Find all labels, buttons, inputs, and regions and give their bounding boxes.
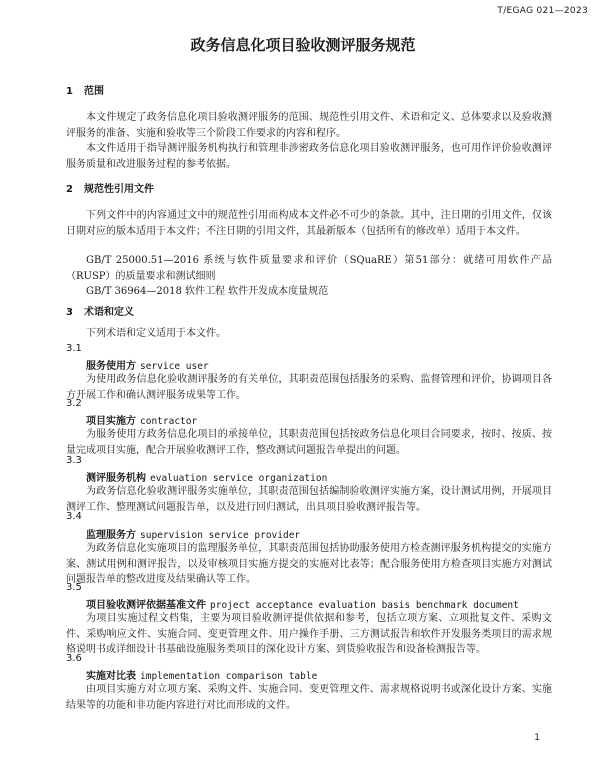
term-english: contractor [140,416,198,427]
section-title: 范围 [84,86,104,97]
scope-paragraph: 本文件适用于指导测评服务机构执行和管理非涉密政务信息化项目验收测评服务，也可用作评价验收测评服务质量和改进服务过程的参考依据。 [66,143,552,170]
term-english: evaluation service organization [150,473,328,484]
terms-intro: 下列术语和定义适用于本文件。 [86,328,226,339]
term-number: 3.2 [66,398,82,409]
term-chinese: 项目实施方 [86,416,136,427]
reference-entry: GB/T 36964—2018 软件工程 软件开发成本度量规范 [86,286,329,297]
term-chinese: 监理服务方 [86,530,136,541]
references-paragraph: 下列文件中的内容通过文中的规范性引用而构成本文件必不可少的条款。其中，注日期的引用文件，仅该日期对应的版本适用于本文件；不注日期的引用文件，其最新版本（包括所有的修改单）适用于本文件。 [66,210,552,237]
term-chinese: 项目验收测评依据基准文件 [86,600,206,611]
section-title: 术语和定义 [84,307,134,318]
term-heading [86,596,519,611]
term-number: 3.3 [66,455,82,466]
term-number: 3.1 [66,343,82,354]
term-definition: 为使用政务信息化验收测评服务的有关单位，其职责范围包括服务的采购、监督管理和评价，协调项目各方开展工作和确认测评服务成果等工作。 [66,374,552,401]
term-definition: 由项目实施方对立项方案、采购文件、实施合同、变更管理文件、需求规格说明书或深化设计方案、实施结果等的功能和非功能内容进行对比而形成的文件。 [66,684,552,711]
section-heading-terms [66,303,134,318]
term-chinese: 实施对比表 [86,671,136,682]
term-definition: 为政务信息化实施项目的监理服务单位，其职责范围包括协助服务使用方检查测评服务机构提交的实施方案、测试用例和测评报告，以及审核项目实施方提交的实施对比表等；配合服务使用方检查项目实施方对测试问题报告单的整改进度及结果确认等工作。 [66,543,552,585]
section-number: 1 [66,86,73,97]
scope-paragraph: 本文件规定了政务信息化项目验收测评服务的范围、规范性引用文件、术语和定义、总体要求以及验收测评服务的准备、实施和验收等三个阶段工作要求的内容和程序。 [66,112,552,139]
reference-entry: GB/T 25000.51—2016 系统与软件质量要求和评价（SQuaRE）第51部分：就绪可用软件产品（RUSP）的质量要求和测试细则 [66,255,552,282]
term-definition: 为服务使用方政务信息化项目的承接单位，其职责范围包括按政务信息化项目合同要求，按时、按质、按量完成项目实施，配合开展验收测评工作，整改测试问题报告单提出的问题。 [66,429,552,456]
term-english: implementation comparison table [140,671,318,682]
term-heading [86,469,327,484]
document-code: T/EGAG 021—2023 [497,6,588,16]
term-english: service user [140,361,209,372]
term-heading [86,667,317,682]
term-heading [86,357,209,372]
section-heading-scope [66,82,104,97]
term-chinese: 测评服务机构 [86,473,146,484]
term-number: 3.6 [66,653,82,664]
section-number: 3 [66,307,73,318]
term-definition: 为项目实施过程文档集，主要为项目验收测评提供依据和参考，包括立项方案、立项批复文件、采购文件、采购响应文件、实施合同、变更管理文件、用户操作手册、三方测试报告和软件开发服务类项目的需求规格说明书或详细设计书基础设施服务类项目的深化设计方案、到货验收报告和设备检测报告等。 [66,613,552,655]
section-title: 规范性引用文件 [84,184,154,195]
term-english: supervision service provider [140,530,301,541]
section-heading-normative-references [66,180,154,195]
term-heading [86,412,197,427]
page-number: 1 [534,733,540,743]
term-chinese: 服务使用方 [86,361,136,372]
term-heading [86,526,300,541]
term-definition: 为政务信息化验收测评服务实施单位，其职责范围包括编制验收测评实施方案，设计测试用例，开展项目测评工作、整理测试问题报告单，以及进行回归测试，出具项目验收测评报告等。 [66,486,552,513]
term-number: 3.5 [66,582,82,593]
page-title: 政务信息化项目验收测评服务规范 [190,36,416,54]
section-number: 2 [66,184,73,195]
term-english: project acceptance evaluation basis benchmark document [210,600,519,611]
term-number: 3.4 [66,511,82,522]
